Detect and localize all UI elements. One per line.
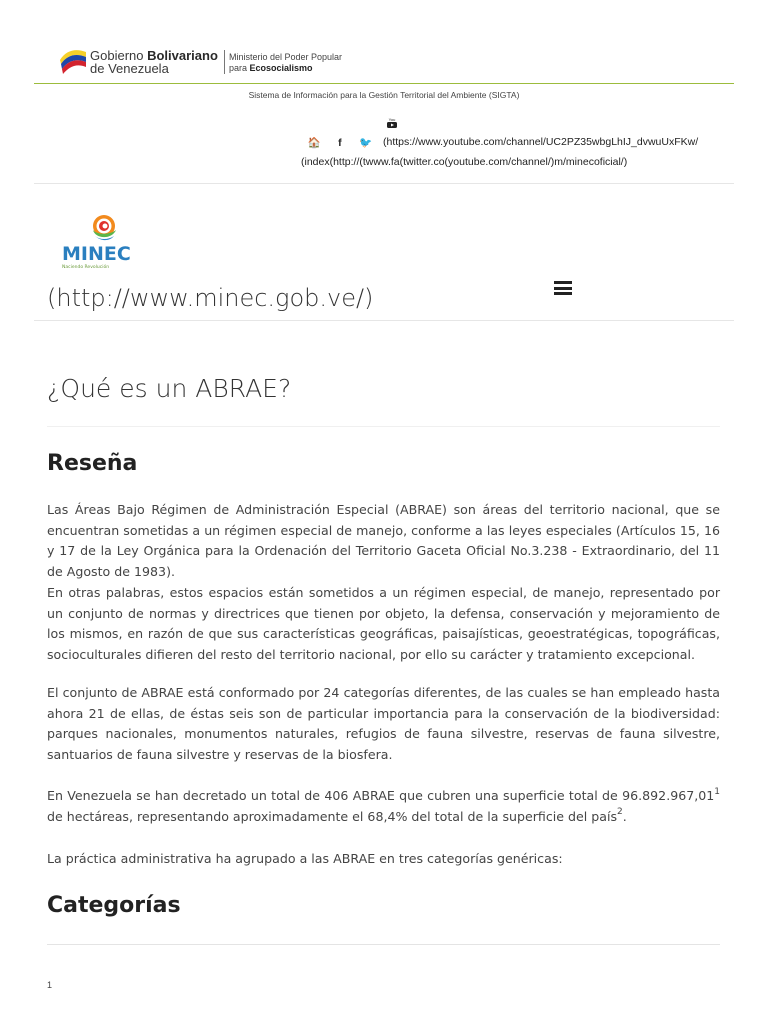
paragraph-3: El conjunto de ABRAE está conformado por 24 categorías diferentes, de las cuales se han empleado hasta ahora 21 de ellas, de éstas seis son de particular importancia para la conservación de la biodiversidad: parques nacionales, monumentos naturales, refugios de fauna silvestre, reservas de fauna silvestre, santuarios de fauna silvestre y reservas de la biosfera. xyxy=(47,685,720,762)
section-title-resena: Reseña xyxy=(47,451,138,476)
twitter-icon[interactable]: 🐦 xyxy=(359,137,373,149)
minec-logo[interactable] xyxy=(60,212,152,272)
government-name: Gobierno Bolivariano de Venezuela xyxy=(90,48,218,76)
hamburger-menu-icon[interactable] xyxy=(554,281,572,295)
header-divider xyxy=(34,183,734,184)
youtube-icon[interactable] xyxy=(386,117,398,129)
footnote-ref-2[interactable]: 2 xyxy=(617,807,623,818)
title-divider xyxy=(47,426,720,427)
paragraph-2: En otras palabras, estos espacios están sometidos a un régimen especial, de manejo, representado por un conjunto de normas y directrices que tienen por objeto, la defensa, conservación y mejoramiento de los mismos, en razón de que sus características geográficas, paisajísticas, geoestratégicas, topográficas, socioculturales difieren del resto del territorio nacional, por ello su carácter y tratamiento excepcional. xyxy=(47,585,720,662)
social-overlapping-links[interactable]: (index(http://(twww.fa(twitter.co(youtube.com/channel/)m/minecoficial/) xyxy=(301,156,628,168)
banner-divider xyxy=(224,50,225,74)
nav-divider xyxy=(34,320,734,321)
social-links xyxy=(307,136,382,150)
paragraph-5: La práctica administrativa ha agrupado a las ABRAE en tres categorías genéricas: xyxy=(47,851,563,866)
footnote-ref-1[interactable]: 1 xyxy=(714,786,720,797)
home-icon[interactable]: 🏠 xyxy=(307,137,321,149)
paragraph-1: Las Áreas Bajo Régimen de Administración Especial (ABRAE) son áreas del territorio nacional, que se encuentran sometidas a un régimen especial de manejo, conforme a las leyes especiales (Artículos 15, 16 y 17 de la Ley Orgánica para la Ordenación del Territorio Gaceta Oficial No.3.238 - Extraordinario, del 11 de Agosto de 1983). xyxy=(47,502,720,579)
government-banner xyxy=(34,40,734,84)
section-title-categorias: Categorías xyxy=(47,893,181,918)
venezuela-flag-icon xyxy=(58,46,88,78)
minec-tagline: Naciendo Revolución xyxy=(62,265,110,270)
page-title: ¿Qué es un ABRAE? xyxy=(47,374,292,403)
categories-divider xyxy=(47,944,720,945)
list-item-marker: 1 xyxy=(47,980,53,990)
paragraph-4: En Venezuela se han decretado un total de 406 ABRAE que cubren una superficie total de 96.892.967,01$^1$ de hectáreas, representando aproximadamente el 68,4% del total de la superficie del país$^2$. xyxy=(47,786,720,824)
minec-logo-text: MINEC xyxy=(62,243,131,265)
home-url-link[interactable]: (http://www.minec.gob.ve/) xyxy=(47,284,374,312)
facebook-icon[interactable]: f xyxy=(338,137,342,149)
youtube-channel-link[interactable]: (https://www.youtube.com/channel/UC2PZ35wbgLhIJ_dvwuUxFKw/ xyxy=(383,136,699,148)
svg-text:You: You xyxy=(388,117,396,122)
sigta-subtitle: Sistema de Información para la Gestión Territorial del Ambiente (SIGTA) xyxy=(248,90,520,100)
ministry-name: Ministerio del Poder Popular para Ecosocialismo xyxy=(229,52,343,73)
